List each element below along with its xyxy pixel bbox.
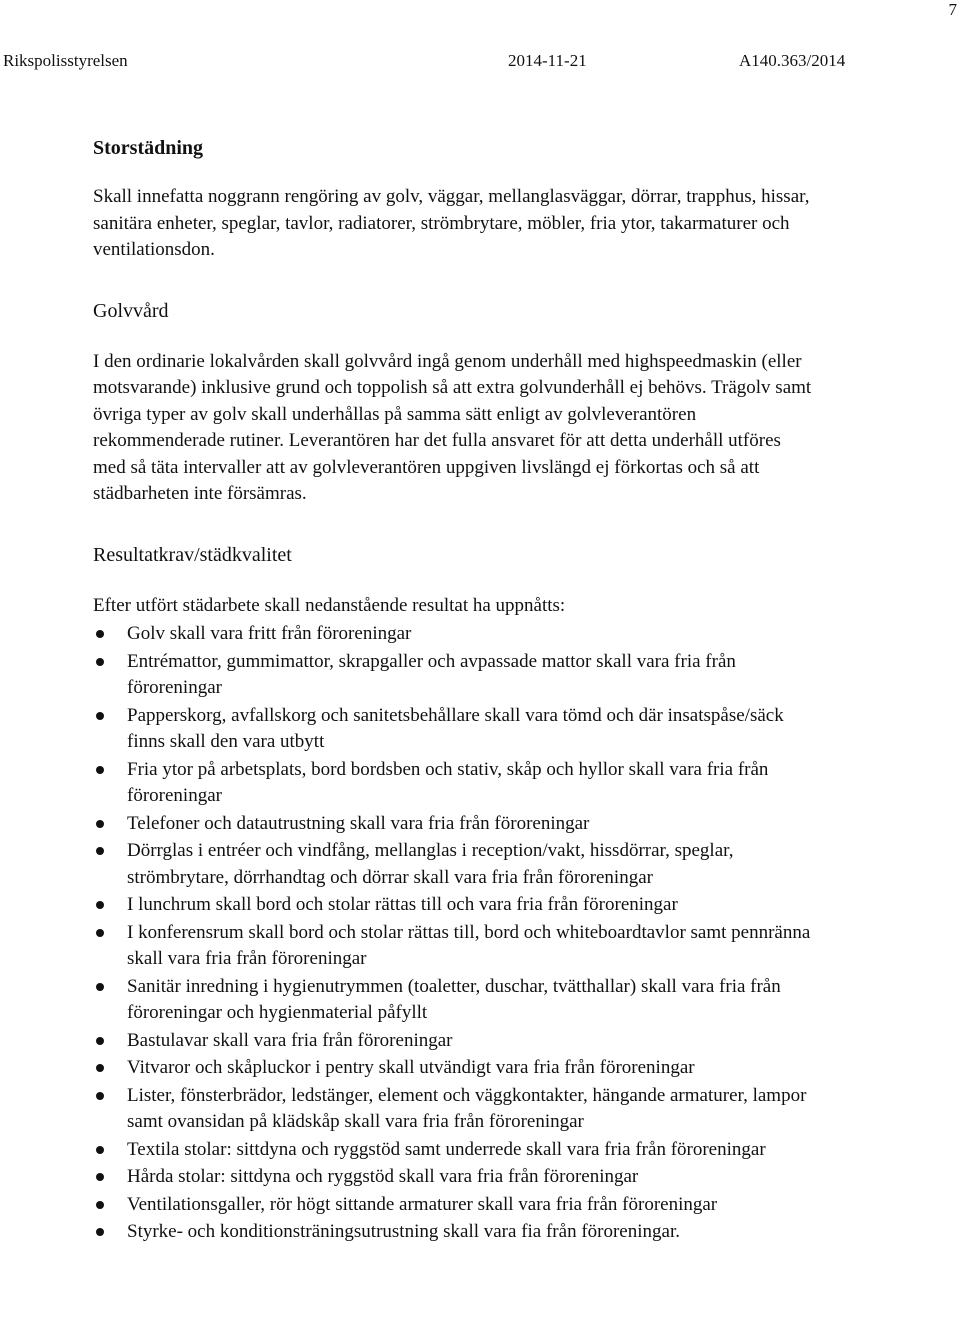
list-item-text: Papperskorg, avfallskorg och sanitetsbehållare skall vara tömd och där insatspåse/säck finns skall den vara utbytt	[127, 704, 784, 752]
section-title-resultatkrav: Resultatkrav/städkvalitet	[93, 543, 292, 566]
section-resultatkrav	[93, 541, 813, 1246]
list-item-text: Dörrglas i entréer och vindfång, mellanglas i reception/vakt, hissdörrar, speglar, strömbrytare, dörrhandtag och dörrar skall vara fria från föroreningar	[127, 840, 734, 888]
bullet-icon	[96, 1146, 104, 1154]
bullet-icon	[96, 658, 104, 666]
list-item-text: Vitvaror och skåpluckor i pentry skall utvändigt vara fria från föroreningar	[127, 1057, 695, 1078]
bullet-icon	[96, 630, 104, 638]
bullet-icon	[96, 766, 104, 774]
list-item-text: Bastulavar skall vara fria från föroreningar	[127, 1029, 453, 1051]
bullet-icon	[96, 712, 104, 720]
bullet-icon	[96, 1173, 104, 1181]
section-title-golvvard: Golvvård	[93, 299, 169, 322]
bullet-icon	[96, 983, 104, 991]
list-item-text: Entrémattor, gummimattor, skrapgaller och avpassade mattor skall vara fria från föroreningar	[127, 650, 736, 698]
list-item-text: Sanitär inredning i hygienutrymmen (toaletter, duschar, tvätthallar) skall vara fria från föroreningar och hygienmaterial påfyllt	[127, 975, 781, 1023]
list-item	[93, 649, 813, 702]
section-golvvard	[93, 297, 813, 508]
header-date: 2014-11-21	[508, 51, 587, 70]
list-item-text: Ventilationsgaller, rör högt sittande armaturer skall vara fria från föroreningar	[127, 1193, 718, 1215]
list-item-text: I konferensrum skall bord och stolar rättas till, bord och whiteboardtavlor samt pennränna skall vara fria från föroreningar	[127, 921, 811, 969]
list-item-text: Golv skall vara fritt från föroreningar	[127, 623, 412, 644]
list-item	[93, 1028, 813, 1055]
bullet-icon	[96, 820, 104, 828]
section-storstadning	[93, 134, 813, 264]
bullet-icon	[96, 1092, 104, 1100]
list-item	[93, 757, 813, 810]
list-item-text: Styrke- och konditionsträningsutrustning skall vara fia från föroreningar.	[127, 1221, 680, 1242]
list-item-text: Fria ytor på arbetsplats, bord bordsben och stativ, skåp och hyllor skall vara fria från föroreningar	[127, 758, 769, 806]
list-item-text: I lunchrum skall bord och stolar rättas till och vara fria från föroreningar	[127, 894, 678, 915]
document-body	[93, 134, 813, 1247]
header-reference: A140.363/2014	[739, 51, 846, 70]
list-item	[93, 1083, 813, 1136]
document-header	[0, 50, 960, 72]
list-item	[93, 838, 813, 891]
bullet-icon	[96, 1037, 104, 1045]
list-item	[93, 1137, 813, 1164]
paragraph-storstadning: Skall innefatta noggrann rengöring av golv, väggar, mellanglasväggar, dörrar, trapphus, hissar, sanitära enheter, speglar, tavlor, radiatorer, strömbrytare, möbler, fria ytor, takarmaturer och ventilationsdon.	[93, 186, 810, 260]
list-item-text: Hårda stolar: sittdyna och ryggstöd skall vara fria från föroreningar	[127, 1166, 639, 1187]
bullet-icon	[96, 1064, 104, 1072]
list-item	[93, 703, 813, 756]
list-item	[93, 1219, 813, 1246]
bullet-icon	[96, 901, 104, 909]
paragraph-resultatkrav-intro: Efter utfört städarbete skall nedanstående resultat ha uppnåtts:	[93, 594, 566, 616]
bullet-icon	[96, 847, 104, 855]
bullet-icon	[96, 1201, 104, 1209]
page-number: 7	[948, 0, 957, 19]
header-organization: Rikspolisstyrelsen	[3, 51, 128, 70]
list-item-text: Lister, fönsterbrädor, ledstänger, element och väggkontakter, hängande armaturer, lampor samt ovansidan på klädskåp skall vara fria från föroreningar	[127, 1084, 807, 1132]
list-item	[93, 892, 813, 919]
section-title-storstadning: Storstädning	[93, 137, 204, 159]
list-item	[93, 1164, 813, 1191]
list-item	[93, 920, 813, 973]
list-item	[93, 974, 813, 1027]
bullet-icon	[96, 1228, 104, 1236]
bullet-icon	[96, 929, 104, 937]
list-item	[93, 1055, 813, 1082]
list-item-text: Telefoner och datautrustning skall vara fria från föroreningar	[127, 812, 590, 834]
result-requirements-list	[93, 621, 813, 1246]
list-item	[93, 811, 813, 838]
list-item-text: Textila stolar: sittdyna och ryggstöd samt underrede skall vara fria från föroreningar	[127, 1138, 766, 1160]
paragraph-golvvard: I den ordinarie lokalvården skall golvvård ingå genom underhåll med highspeedmaskin (eller motsvarande) inklusive grund och toppolish så att extra golvunderhåll ej behövs. Trägolv samt övriga typer av golv skall underhållas på samma sätt enligt av golvleverantören rekommenderade rutiner. Leverantören har det fulla ansvaret för att detta underhåll utföres med så täta intervaller att av golvleverantören uppgiven livslängd ej förkortas och så att städbarheten inte försämras.	[93, 350, 812, 504]
list-item	[93, 621, 813, 648]
list-item	[93, 1192, 813, 1219]
